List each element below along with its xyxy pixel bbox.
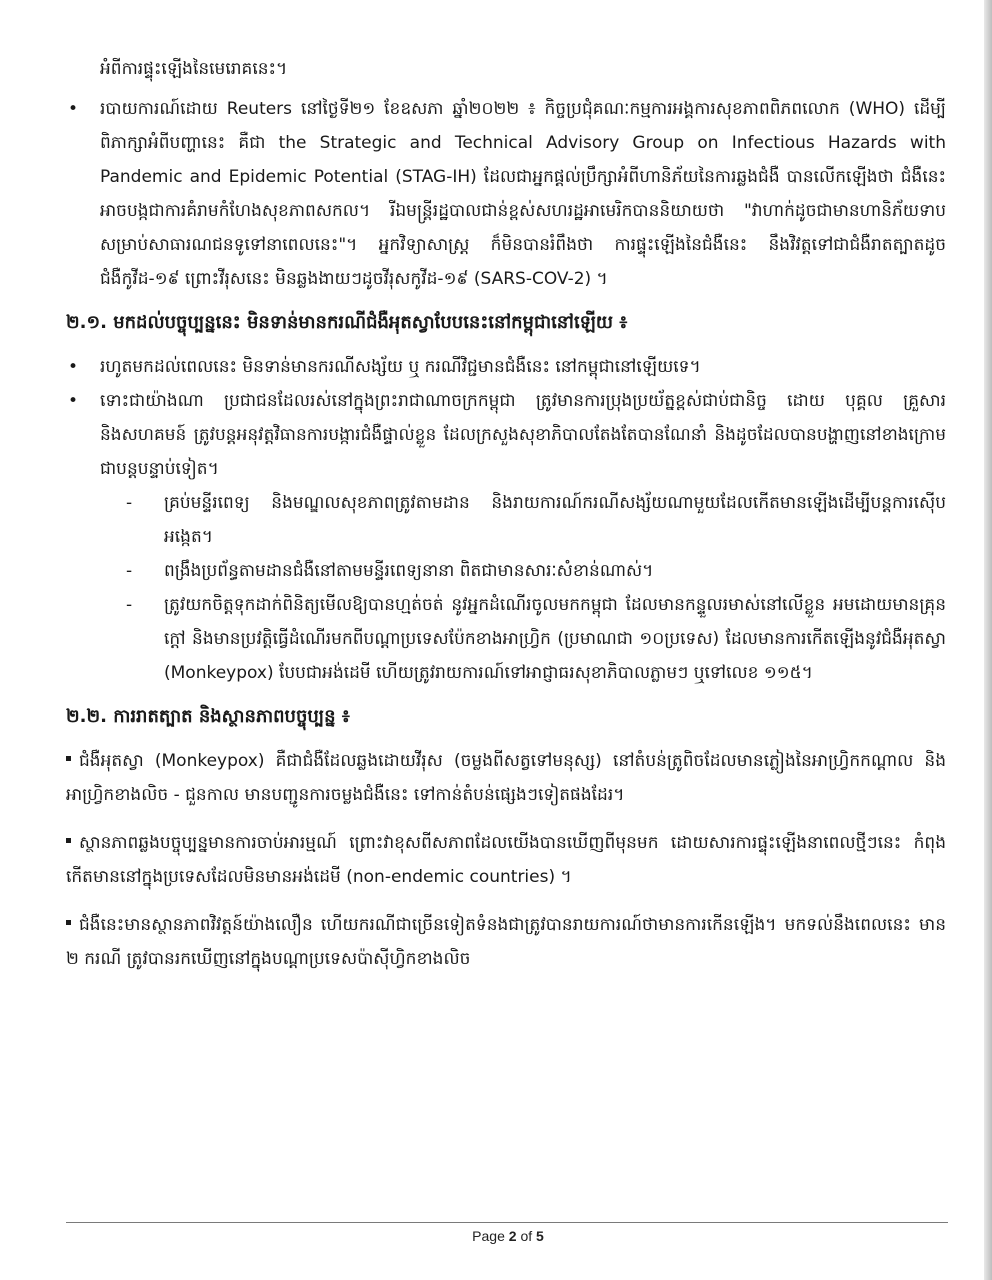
page-label: Page (472, 1228, 505, 1244)
page-current: 2 (508, 1228, 517, 1244)
page-total: 5 (536, 1228, 544, 1244)
paragraph-item (66, 826, 946, 894)
sub-list-item-text: ត្រូវយកចិត្តទុកដាក់ពិនិត្យមើលឱ្យបានហ្មត់ចត់ នូវអ្នកដំណើរចូលមកកម្ពុជា ដែលមានកន្ទួលរមាស់នៅលើខ្លួន អមដោយមានគ្រុនក្តៅ និងមានប្រវត្តិធ្វើដំណើរមកពីបណ្តាប្រទេសប៉ែកខាងអាហ្វ្រិក (ប្រមាណជា ១០ប្រទេស) ដែលមានការកើតឡើងនូវជំងឺអុតស្វា (Monkeypox) បែបជាអង់ដេមី ហើយត្រូវរាយការណ៍ទៅអាជ្ញាធរសុខាភិបាលភ្លាមៗ ឬទៅលេខ ១១៥។ (164, 595, 946, 683)
list-item-text: របាយការណ៍ដោយ Reuters នៅថ្ងៃទី២១ ខែឧសភា ឆ្នាំ២០២២ ៖ កិច្ចប្រជុំគណៈកម្មការអង្គការសុខភាពពិភពលោក (WHO) ដើម្បីពិភាក្សាអំពីបញ្ហានេះ គឺជា the Strategic and Technical Advisory Group on Infectious Hazards with Pandemic and Epidemic Potential (STAG-IH) ដែលជាអ្នកផ្តល់ប្រឹក្សាអំពីហានិភ័យនៃការឆ្លងជំងឺ បានលើកឡើងថា ជំងឺនេះអាចបង្កជាការគំរាមកំហែងសុខភាពសកល។ រីឯមន្ត្រីរដ្ឋបាលជាន់ខ្ពស់សហរដ្ឋអាមេរិកបាននិយាយថា "វាហាក់ដូចជាមានហានិភ័យទាបសម្រាប់សាធារណជនទូទៅនាពេលនេះ"។ អ្នកវិទ្យាសាស្ត្រ ក៏មិនបានរំពឹងថា ការផ្ទុះឡើងនៃជំងឺនេះ នឹងវិវត្តទៅជាជំងឺរាតត្បាតដូចជំងឺកូវីដ-១៩ ព្រោះវីរុសនេះ មិនឆ្លងងាយៗដូចវីរុសកូវីដ-១៩ (SARS-COV-2) ។ (100, 99, 946, 289)
sub-list-item (124, 486, 946, 554)
paragraph-text: ជំងឺអុតស្វា (Monkeypox) គឺជាជំងឺដែលឆ្លងដោយវីរុស (ចម្លងពីសត្វទៅមនុស្ស) នៅតំបន់ត្រូពិចដែលមានភ្លៀងនៃអាហ្វ្រិកកណ្តាល និងអាហ្វ្រិកខាងលិច - ជួនកាល មានបញ្ជូនការចម្លងជំងឺនេះ ទៅកាន់តំបន់ផ្សេងៗទៀតផងដែរ។ (66, 751, 946, 805)
paragraph-item (66, 744, 946, 812)
of-label: of (520, 1228, 533, 1244)
page-footer (0, 1228, 992, 1244)
bullet-icon: • (68, 99, 79, 119)
sub-list-item (124, 554, 946, 588)
paragraph-continuation: អំពីការផ្ទុះឡើងនៃមេរោគនេះ។ (100, 59, 288, 79)
list-item-text: រហូតមកដល់ពេលនេះ មិនទាន់មានករណីសង្ស័យ ឬ ករណីវិជ្ជមានជំងឺនេះ នៅកម្ពុជានៅឡើយទេ។ (100, 357, 701, 377)
list-item-text: ទោះជាយ៉ាងណា ប្រជាជនដែលរស់នៅក្នុងព្រះរាជាណាចក្រកម្ពុជា ត្រូវមានការប្រុងប្រយ័ត្នខ្ពស់ជាប់ជានិច្ច ដោយ បុគ្គល គ្រួសារ និងសហគមន៍ ត្រូវបន្តអនុវត្តវិធានការបង្ការជំងឺផ្ទាល់ខ្លួន ដែលក្រសួងសុខាភិបាលតែងតែបានណែនាំ និងដូចដែលបានបង្ហាញនៅខាងក្រោមជាបន្តបន្ទាប់ទៀត។ (100, 391, 946, 479)
dash-icon: - (126, 493, 133, 513)
dash-icon: - (126, 561, 133, 581)
footer-divider (66, 1222, 948, 1223)
sub-list-item-text: គ្រប់មន្ទីរពេទ្យ និងមណ្ឌលសុខភាពត្រូវតាមដាន និងរាយការណ៍ករណីសង្ស័យណាមួយដែលកើតមានឡើងដើម្បីបន្តការស៊ើបអង្កេត។ (164, 493, 946, 547)
square-bullet-icon (66, 756, 71, 761)
paragraph-item (66, 908, 946, 976)
square-bullet-icon (66, 838, 71, 843)
dash-icon: - (126, 595, 133, 615)
bullet-icon: • (68, 357, 79, 377)
sub-list-item (124, 588, 946, 690)
sub-list-item-text: ពង្រឹងប្រព័ន្ធតាមដានជំងឺនៅតាមមន្ទីរពេទ្យនានា ពិតជាមានសារៈសំខាន់ណាស់។ (164, 561, 654, 581)
paragraph-text: ជំងឺនេះមានស្ថានភាពវិវត្តន៍យ៉ាងលឿន ហើយករណីជាច្រើនទៀតទំនងជាត្រូវបានរាយការណ៍ថាមានការកើនឡើង។ មកទល់នឹងពេលនេះ មាន ២ ករណី ត្រូវបានរកឃើញនៅក្នុងបណ្តាប្រទេសប៉ាស៊ីហ្វិកខាងលិច (66, 915, 946, 969)
section-heading-2-1: ២.១. មកដល់បច្ចុប្បន្ននេះ មិនទាន់មានករណីជំងឺអុតស្វាបែបនេះនៅកម្ពុជានៅឡើយ ៖ (66, 312, 628, 333)
paragraph-text: ស្ថានភាពឆ្លងបច្ចុប្បន្នមានការចាប់អារម្មណ៍ ព្រោះវាខុសពីសភាពដែលយើងបានឃើញពីមុនមក ដោយសារការផ្ទុះឡើងនាពេលថ្មីៗនេះ កំពុងកើតមាននៅក្នុងប្រទេសដែលមិនមានអង់ដេមី (non-endemic countries) ។ (66, 833, 946, 887)
bullet-icon: • (68, 391, 79, 411)
square-bullet-icon (66, 920, 71, 925)
list-item (66, 92, 946, 296)
list-item (66, 350, 946, 384)
document-body (66, 52, 946, 976)
page-edge-shadow (984, 0, 992, 1280)
list-item (66, 384, 946, 486)
section-heading-2-2: ២.២. ការរាតត្បាត និងស្ថានភាពបច្ចុប្បន្ន ៖ (66, 706, 350, 727)
